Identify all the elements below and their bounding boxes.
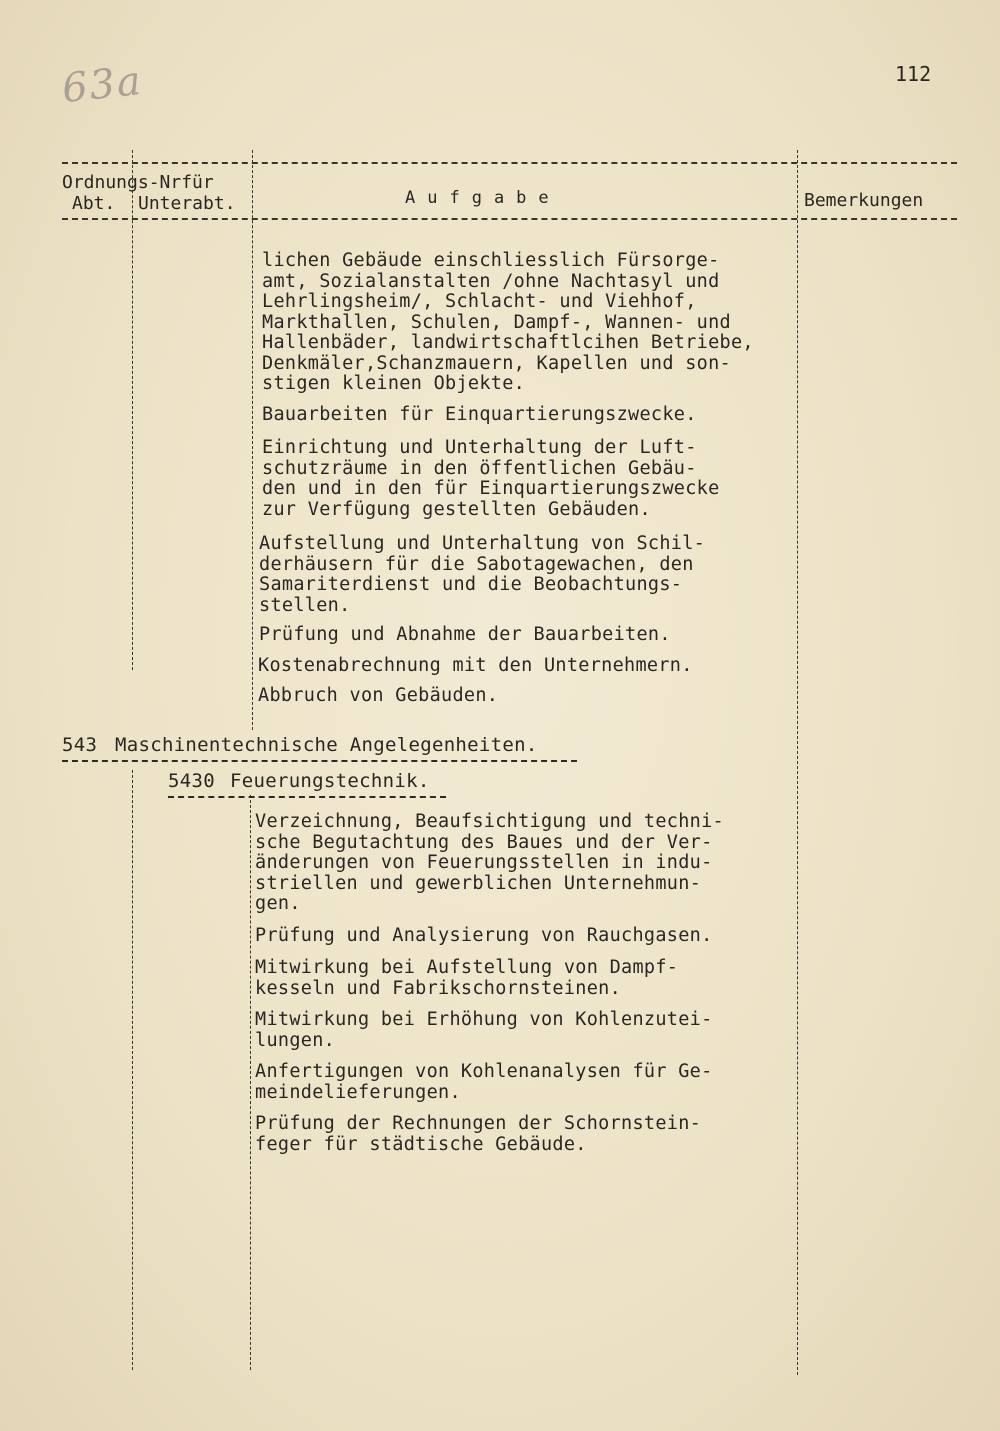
column-divider-abt-lower [132, 770, 133, 1370]
header-unterabt: Unterabt. [138, 193, 236, 214]
paragraph: Einrichtung und Unterhaltung der Luft- schutzräume in den öffentlichen Gebäu- den und in den für Einquartierungszwecke zur Verfügung gestellten Gebäuden. [262, 437, 720, 520]
header-aufgabe: Aufgabe [405, 188, 561, 208]
page-number: 112 [895, 62, 932, 86]
paragraph: Verzeichnung, Beaufsichtigung und techni- sche Begutachtung des Baues und der Ver- änderungen von Feuerungsstellen in indu- striellen und gewerblichen Unternehmun- gen. [255, 811, 724, 914]
column-divider-unterabt-lower [250, 795, 251, 1370]
header-bemerkungen: Bemerkungen [804, 190, 924, 211]
header-abt: Abt. [72, 193, 116, 214]
paragraph: Mitwirkung bei Aufstellung von Dampf- kesseln und Fabrikschornsteinen. [255, 957, 679, 999]
paragraph: Anfertigungen von Kohlenanalysen für Ge- meindelieferungen. [255, 1061, 713, 1103]
paragraph: Prüfung und Abnahme der Bauarbeiten. [259, 624, 671, 645]
paragraph: Bauarbeiten für Einquartierungszwecke. [262, 404, 697, 425]
section-underline [62, 760, 577, 762]
paragraph: lichen Gebäude einschliesslich Fürsorge- amt, Sozialanstalten /ohne Nachtasyl und Lehrlingsheim/, Schlacht- und Viehhof, Markthallen, Schulen, Dampf-, Wannen- und Hallenbäder, landwirtschaftlcihen Betriebe, Denkmäler,Schanzmauern, Kapellen und son- stigen kleinen Objekte. [262, 250, 754, 394]
section-number: 543 [62, 734, 98, 756]
column-divider-abt [132, 150, 133, 670]
paragraph: Prüfung der Rechnungen der Schornstein- feger für städtische Gebäude. [255, 1113, 702, 1155]
paragraph: Kostenabrechnung mit den Unternehmern. [258, 655, 693, 676]
subsection-underline [168, 796, 446, 798]
section-title: Maschinentechnische Angelegenheiten. [115, 734, 538, 756]
header-ordnungs-nr: Ordnungs-Nrfür [62, 172, 214, 193]
subsection-title: Feuerungstechnik. [230, 770, 430, 792]
column-divider-unterabt [252, 150, 253, 730]
paragraph: Prüfung und Analysierung von Rauchgasen. [255, 925, 713, 946]
paragraph: Abbruch von Gebäuden. [258, 685, 499, 706]
paragraph: Mitwirkung bei Erhöhung von Kohlenzutei- lungen. [255, 1009, 713, 1051]
column-divider-bemerkungen [797, 150, 798, 1375]
handwritten-note: 63a [59, 57, 145, 113]
paragraph: Aufstellung und Unterhaltung von Schil- derhäusern für die Sabotagewachen, den Samariterdienst und die Beobachtungs- stellen. [259, 533, 706, 616]
subsection-number: 5430 [168, 770, 215, 792]
table-header-rule [62, 218, 957, 220]
table-top-rule [62, 162, 957, 164]
